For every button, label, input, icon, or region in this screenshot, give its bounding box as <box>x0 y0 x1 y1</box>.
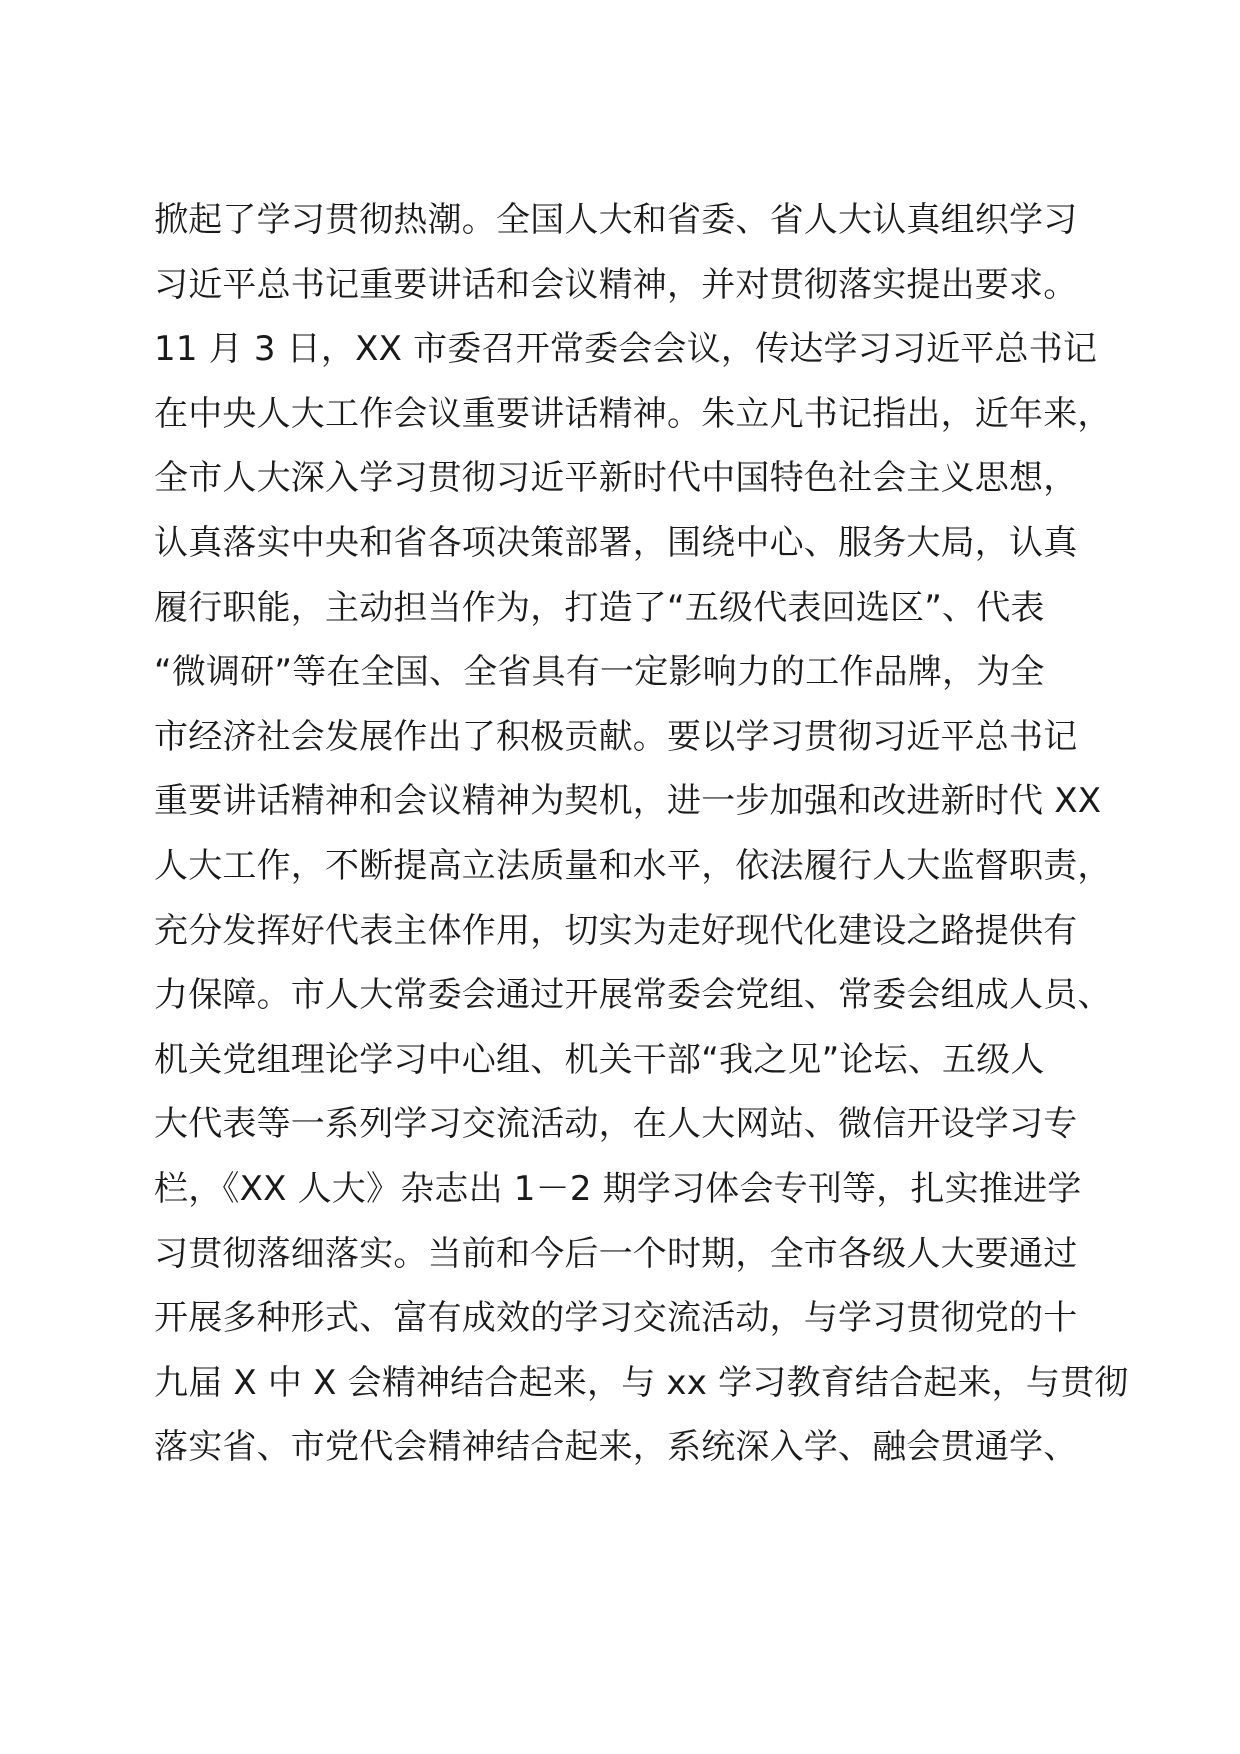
body-text <box>154 188 1129 1480</box>
text-line-5: 全市人大深入学习贯彻习近平新时代中国特色社会主义思想， <box>154 458 1078 499</box>
text-line-2: 习近平总书记重要讲话和会议精神，并对贯彻落实提出要求。 <box>154 264 1078 305</box>
text-line-6: 认真落实中央和省各项决策部署，围绕中心、服务大局，认真 <box>154 522 1078 563</box>
text-line-16: 栏，《XX 人大》杂志出 1－2 期学习体会专刊等，扎实推进学 <box>154 1168 1082 1209</box>
text-line-15: 大代表等一系列学习交流活动，在人大网站、微信开设学习专 <box>154 1104 1078 1145</box>
text-line-7: 履行职能，主动担当作为，打造了“五级代表回选区”、代表 <box>154 587 1045 628</box>
text-line-20: 落实省、市党代会精神结合起来，系统深入学、融会贯通学、 <box>154 1427 1078 1468</box>
text-line-18: 开展多种形式、富有成效的学习交流活动，与学习贯彻党的十 <box>154 1298 1078 1339</box>
text-line-4: 在中央人大工作会议重要讲话精神。朱立凡书记指出，近年来， <box>154 393 1112 434</box>
text-line-12: 充分发挥好代表主体作用，切实为走好现代化建设之路提供有 <box>154 910 1078 951</box>
text-line-17: 习贯彻落细落实。当前和今后一个时期，全市各级人大要通过 <box>154 1233 1078 1274</box>
text-line-1: 掀起了学习贯彻热潮。全国人大和省委、省人大认真组织学习 <box>154 200 1078 240</box>
text-line-3: 11 月 3 日，XX 市委召开常委会会议，传达学习习近平总书记 <box>154 329 1098 370</box>
text-line-11: 人大工作，不断提高立法质量和水平，依法履行人大监督职责， <box>154 845 1112 886</box>
text-line-14: 机关党组理论学习中心组、机关干部“我之见”论坛、五级人 <box>154 1039 1045 1080</box>
text-line-9: 市经济社会发展作出了积极贡献。要以学习贯彻习近平总书记 <box>154 716 1078 757</box>
text-line-10: 重要讲话精神和会议精神为契机，进一步加强和改进新时代 XX <box>154 781 1102 822</box>
text-line-8: “微调研”等在全国、全省具有一定影响力的工作品牌，为全 <box>154 652 1045 693</box>
text-line-13: 力保障。市人大常委会通过开展常委会党组、常委会组成人员、 <box>154 975 1112 1016</box>
text-line-19: 九届 X 中 X 会精神结合起来，与 xx 学习教育结合起来，与贯彻 <box>154 1362 1129 1403</box>
